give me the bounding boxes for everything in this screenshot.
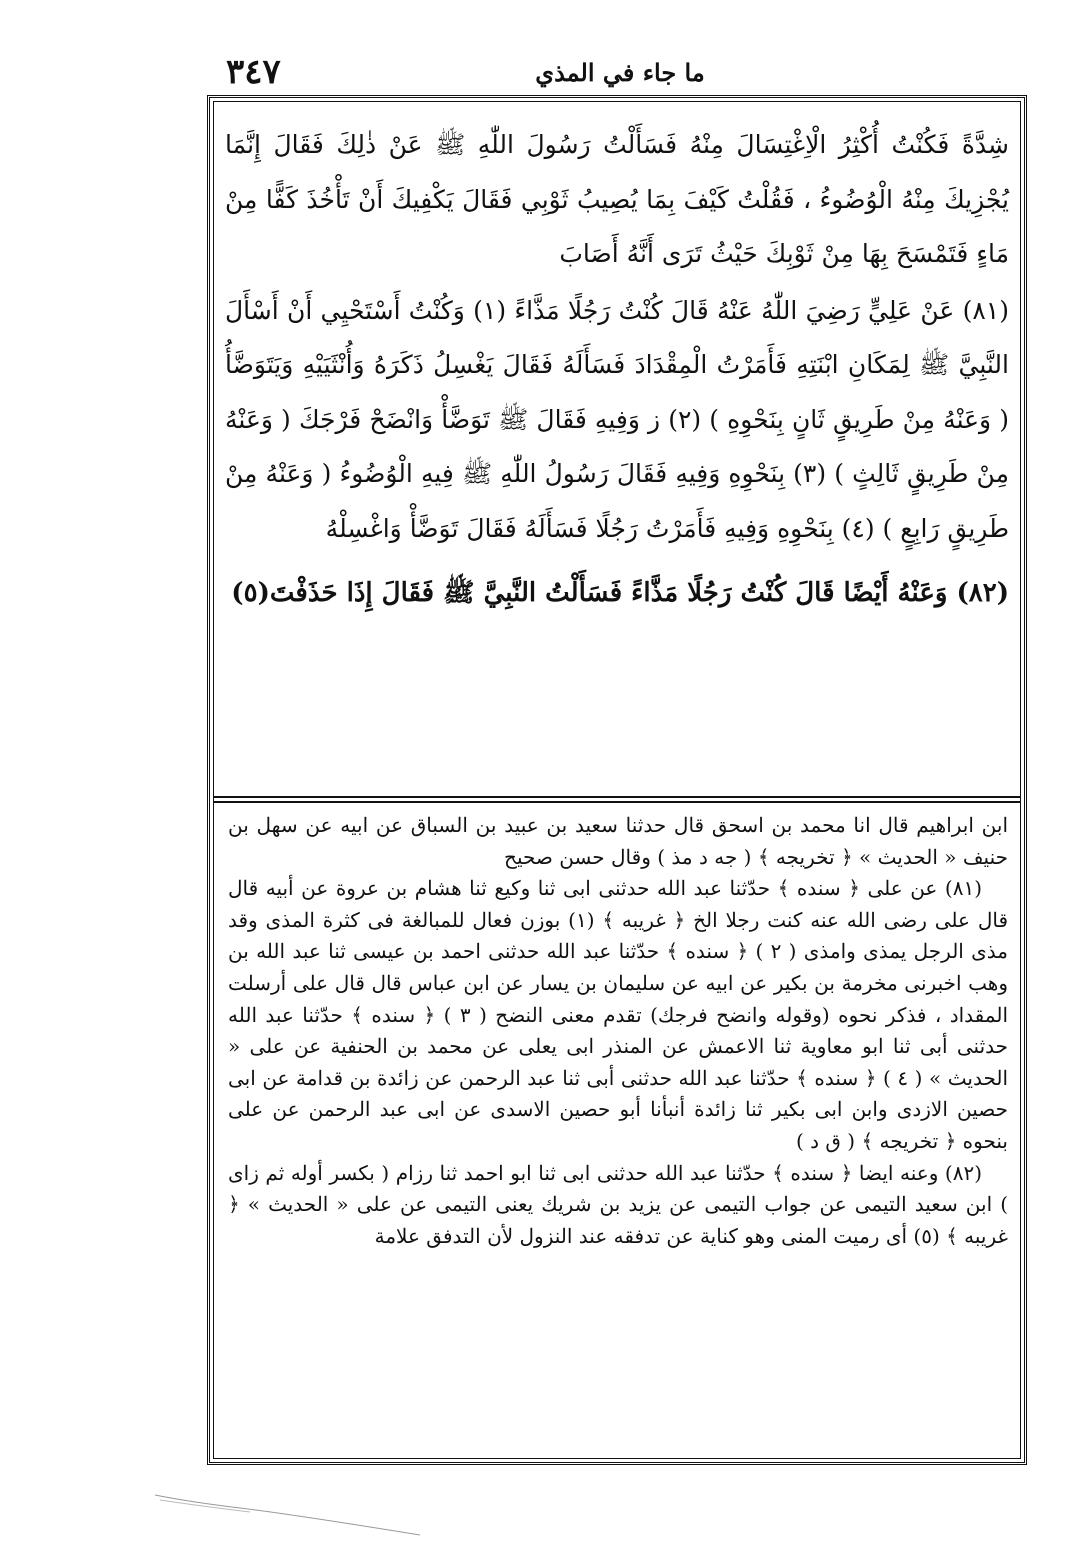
scan-mark (150, 1490, 430, 1540)
page-header (210, 52, 1030, 96)
matn-paragraph-continuation: شِدَّةً فَكُنْتُ أُكْثِرُ الْاِغْتِسَالَ مِنْهُ فَسَأَلْتُ رَسُولَ اللّٰهِ ﷺ عَنْ ذٰلِكَ فَقَالَ إِنَّمَا يُجْزِيكَ مِنْهُ الْوُضُوءُ ، فَقُلْتُ كَيْفَ بِمَا يُصِيبُ ثَوْبِي فَقَالَ يَكْفِيكَ أَنْ تَأْخُذَ كَفًّا مِنْ مَاءٍ فَتَمْسَحَ بِهَا مِنْ ثَوْبِكَ حَيْثُ تَرَى أَنَّهُ أَصَابَ (225, 130, 1009, 268)
commentary-paragraph-82: (٨٢) وعنه ايضا ﴿ سنده ﴾ حدّثنا عبد الله حدثنى ابى ثنا ابو احمد ثنا رزام ( بكسر أوله ثم زاى ) ابن سعيد التيمى عن جواب التيمى عن يزيد بن شريك يعنى التيمى عن على « الحديث » ﴿ غريبه ﴾ (٥) أى رميت المنى وهو كناية عن تدفقه عند النزول لأن التدفق علامة (228, 1160, 1008, 1248)
running-title: ما جاء في المذي (535, 58, 705, 87)
commentary-paragraph-81: (٨١) عن على ﴿ سنده ﴾ حدّثنا عبد الله حدثنى ابى ثنا وكيع ثنا هشام بن عروة عن أبيه قال قال على رضى الله عنه كنت رجلا الخ ﴿ غريبه ﴾ (١) بوزن فعال للمبالغة فى كثرة المذى وقد مذى الرجل يمذى وامذى ( ٢ ) ﴿ سنده ﴾ حدّثنا عبد الله حدثنى احمد بن عيسى ثنا عبد الله بن وهب اخبرنى مخرمة بن بكير عن ابيه عن سليمان بن يسار عن ابن عباس قال قال على أرسلت المقداد ، فذكر نحوه (وقوله وانضح فرجك) تقدم معنى النضح ( ٣ ) ﴿ سنده ﴾ حدّثنا عبد الله حدثنى أبى ثنا ابو معاوية ثنا الاعمش عن المنذر ابى يعلى عن محمد بن الحنفية عن على « الحديث » ( ٤ ) ﴿ سنده ﴾ حدّثنا عبد الله حدثنى أبى ثنا عبد الرحمن عن زائدة بن قدامة عن ابى حصين الازدى وابن ابى بكير ثنا زائدة أنبأنا أبو حصين الاسدى عن ابى عبد الرحمن عن على بنحوه ﴿ تخريجه ﴾ ( ق د ) (228, 876, 1009, 1153)
hadith-81: (٨١) عَنْ عَلِيٍّ رَضِيَ اللّٰهُ عَنْهُ قَالَ كُنْتُ رَجُلًا مَذَّاءً (١) وَكُنْتُ أَسْتَحْيِي أَنْ أَسْأَلَ النَّبِيَّ ﷺ لِمَكَانِ ابْنَتِهِ فَأَمَرْتُ الْمِقْدَادَ فَسَأَلَهُ فَقَالَ يَغْسِلُ ذَكَرَهُ وَأُنْثَيَيْهِ وَيَتَوَضَّأُ ( وَعَنْهُ مِنْ طَرِيقٍ ثَانٍ بِنَحْوِهِ ) (٢) ز وَفِيهِ فَقَالَ ﷺ تَوَضَّأْ وَانْضَحْ فَرْجَكَ ( وَعَنْهُ مِنْ طَرِيقٍ ثَالِثٍ ) (٣) بِنَحْوِهِ وَفِيهِ فَقَالَ رَسُولُ اللّٰهِ ﷺ فِيهِ الْوُضُوءُ ( وَعَنْهُ مِنْ طَرِيقٍ رَابِعٍ ) (٤) بِنَحْوِهِ وَفِيهِ فَأَمَرْتُ رَجُلًا فَسَأَلَهُ فَقَالَ تَوَضَّأْ وَاغْسِلْهُ (225, 295, 1009, 543)
section-divider-top (213, 796, 1021, 798)
commentary-block (228, 810, 1008, 1252)
section-divider-bottom (213, 801, 1021, 803)
commentary-paragraph-continuation: ابن ابراهيم قال انا محمد بن اسحق قال حدثنا سعيد بن عبيد بن السباق عن ابيه عن سهل بن حنيف « الحديث » ﴿ تخريجه ﴾ ( جه د مذ ) وقال حسن صحيح (228, 813, 1008, 869)
hadith-82: (٨٢) وَعَنْهُ أَيْضًا قَالَ كُنْتُ رَجُلًا مَذَّاءً فَسَأَلْتُ النَّبِيَّ ﷺ فَقَالَ إِذَا حَذَفْتَ(٥) (231, 578, 1009, 608)
page-number: ٣٤٧ (226, 52, 281, 92)
hadith-text-block (225, 118, 1009, 621)
